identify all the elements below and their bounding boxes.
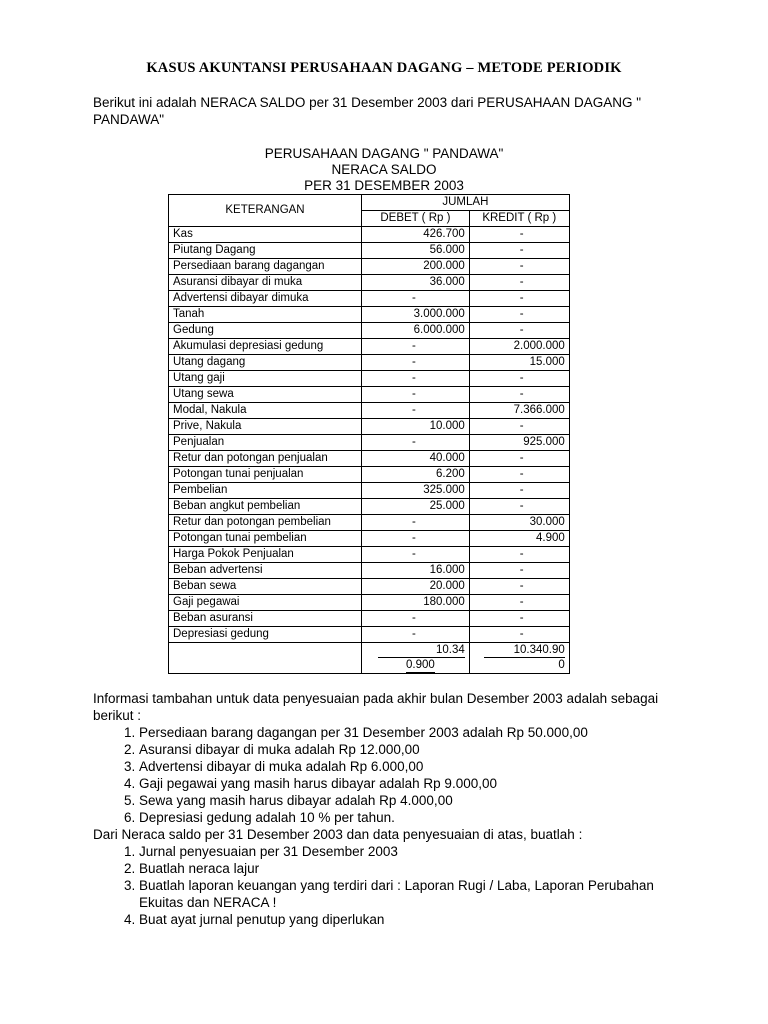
row-kredit [469,499,569,515]
kredit-value: - [519,244,524,256]
row-debet: 20.000 [362,579,470,595]
list-item: 2. Asuransi dibayar di muka adalah Rp 12.000,00 [139,741,693,758]
row-kredit [469,371,569,387]
row-debet: 16.000 [362,563,470,579]
kredit-value: - [519,228,524,240]
kredit-value: - [519,420,524,432]
row-kredit [469,547,569,563]
row-debet [362,291,470,307]
row-keterangan: Potongan tunai pembelian [169,531,362,547]
row-kredit: 2.000.000 [469,339,569,355]
kredit-value: - [519,500,524,512]
kredit-value: - [519,468,524,480]
row-kredit: 7.366.000 [469,403,569,419]
table-row [169,339,570,355]
table-row [169,435,570,451]
row-keterangan: Utang dagang [169,355,362,371]
row-debet [362,515,470,531]
kredit-value: - [519,564,524,576]
row-debet [362,387,470,403]
trial-balance-table [168,194,570,674]
total-kredit [469,643,569,674]
row-debet: 25.000 [362,499,470,515]
list-item: 2. Buatlah neraca lajur [139,860,693,877]
kredit-value: - [519,292,524,304]
row-keterangan: Beban asuransi [169,611,362,627]
row-kredit [469,307,569,323]
list-item: 4. Buat ayat jurnal penutup yang diperlukan [139,911,693,928]
kredit-value: - [519,628,524,640]
row-kredit [469,243,569,259]
list-item: 6. Depresiasi gedung adalah 10 % per tahun. [139,809,693,826]
row-kredit [469,467,569,483]
total-kredit-line2: 0 [558,659,565,671]
task-intro: Dari Neraca saldo per 31 Desember 2003 dan data penyesuaian di atas, buatlah : [93,827,583,842]
row-debet: 10.000 [362,419,470,435]
row-kredit [469,611,569,627]
row-debet: 200.000 [362,259,470,275]
table-row [169,451,570,467]
kredit-value: - [519,372,524,384]
row-kredit [469,627,569,643]
row-keterangan: Asuransi dibayar di muka [169,275,362,291]
row-debet [362,403,470,419]
header-keterangan: KETERANGAN [169,195,362,227]
row-kredit [469,387,569,403]
row-debet [362,435,470,451]
debet-value: - [412,532,416,544]
row-keterangan: Gaji pegawai [169,595,362,611]
table-row [169,531,570,547]
kredit-value: - [519,596,524,608]
row-debet [362,339,470,355]
list-item: 1. Persediaan barang dagangan per 31 Desember 2003 adalah Rp 50.000,00 [139,724,693,741]
total-debet-line1: 10.34 [378,643,465,658]
list-item: 1. Jurnal penyesuaian per 31 Desember 2003 [139,843,693,860]
debet-value: - [412,628,416,640]
row-keterangan: Pembelian [169,483,362,499]
row-keterangan: Advertensi dibayar dimuka [169,291,362,307]
row-debet: 180.000 [362,595,470,611]
row-keterangan: Prive, Nakula [169,419,362,435]
table-row [169,563,570,579]
kredit-value: - [519,324,524,336]
table-row [169,499,570,515]
row-keterangan: Depresiasi gedung [169,627,362,643]
table-row [169,323,570,339]
report-company: PERUSAHAAN DAGANG " PANDAWA" [264,146,504,161]
row-kredit [469,259,569,275]
table-row [169,483,570,499]
row-debet: 426.700 [362,227,470,243]
row-kredit [469,291,569,307]
row-kredit: 4.900 [469,531,569,547]
table-row [169,275,570,291]
debet-value: - [412,548,416,560]
row-keterangan: Piutang Dagang [169,243,362,259]
table-row [169,259,570,275]
row-kredit [469,579,569,595]
debet-value: - [412,372,416,384]
row-kredit [469,483,569,499]
table-row [169,419,570,435]
row-debet: 325.000 [362,483,470,499]
kredit-value: - [519,452,524,464]
debet-value: - [412,436,416,448]
list-item: 3. Advertensi dibayar di muka adalah Rp 6.000,00 [139,758,693,775]
table-row [169,515,570,531]
kredit-value: - [519,548,524,560]
task-section [93,826,693,928]
row-debet: 40.000 [362,451,470,467]
row-keterangan: Harga Pokok Penjualan [169,547,362,563]
row-keterangan: Penjualan [169,435,362,451]
row-debet [362,627,470,643]
table-row [169,547,570,563]
list-item: 5. Sewa yang masih harus dibayar adalah Rp 4.000,00 [139,792,693,809]
row-keterangan: Utang sewa [169,387,362,403]
kredit-value: - [519,308,524,320]
table-row [169,611,570,627]
row-keterangan: Retur dan potongan penjualan [169,451,362,467]
row-keterangan: Retur dan potongan pembelian [169,515,362,531]
row-kredit [469,563,569,579]
header-debet: DEBET ( Rp ) [362,211,470,227]
row-debet [362,371,470,387]
table-row [169,355,570,371]
total-kredit-line1: 10.340.90 [484,643,565,658]
table-row [169,227,570,243]
list-item: 4. Gaji pegawai yang masih harus dibayar adalah Rp 9.000,00 [139,775,693,792]
row-debet: 56.000 [362,243,470,259]
row-debet: 3.000.000 [362,307,470,323]
row-keterangan: Utang gaji [169,371,362,387]
debet-value: - [412,292,416,304]
task-list [93,843,693,928]
row-kredit [469,595,569,611]
header-kredit: KREDIT ( Rp ) [469,211,569,227]
row-kredit [469,419,569,435]
table-row [169,307,570,323]
row-kredit [469,451,569,467]
document-title: KASUS AKUNTANSI PERUSAHAAN DAGANG – METODE PERIODIK [146,60,622,76]
header-jumlah: JUMLAH [362,195,570,211]
table-row [169,243,570,259]
row-keterangan: Gedung [169,323,362,339]
debet-value: - [412,516,416,528]
table-row [169,387,570,403]
row-debet: 36.000 [362,275,470,291]
row-debet: 6.200 [362,467,470,483]
row-keterangan: Beban angkut pembelian [169,499,362,515]
debet-value: - [412,340,416,352]
intro-text: Berikut ini adalah NERACA SALDO per 31 Desember 2003 dari PERUSAHAAN DAGANG " PANDAWA" [93,95,642,127]
row-kredit: 925.000 [469,435,569,451]
table-row [169,579,570,595]
row-kredit [469,227,569,243]
row-keterangan: Akumulasi depresiasi gedung [169,339,362,355]
row-debet: 6.000.000 [362,323,470,339]
row-keterangan: Beban advertensi [169,563,362,579]
row-keterangan: Beban sewa [169,579,362,595]
table-body [169,227,570,643]
table-row [169,627,570,643]
row-keterangan: Persediaan barang dagangan [169,259,362,275]
row-keterangan: Modal, Nakula [169,403,362,419]
kredit-value: - [519,260,524,272]
row-kredit [469,323,569,339]
info-intro: Informasi tambahan untuk data penyesuaian pada akhir bulan Desember 2003 adalah sebagai berikut : [93,691,659,723]
table-row [169,403,570,419]
report-name: NERACA SALDO [331,162,437,177]
total-debet [362,643,470,674]
row-kredit: 30.000 [469,515,569,531]
debet-value: - [412,612,416,624]
kredit-value: - [519,580,524,592]
info-section [93,690,693,826]
row-debet [362,531,470,547]
table-row [169,595,570,611]
row-debet [362,547,470,563]
table-row [169,371,570,387]
row-kredit [469,275,569,291]
debet-value: - [412,388,416,400]
kredit-value: - [519,388,524,400]
table-row [169,291,570,307]
info-list [93,724,693,826]
row-kredit: 15.000 [469,355,569,371]
kredit-value: - [519,276,524,288]
total-debet-line2: 0.900 [406,659,435,671]
row-keterangan: Potongan tunai penjualan [169,467,362,483]
row-keterangan: Tanah [169,307,362,323]
kredit-value: - [519,612,524,624]
debet-value: - [412,356,416,368]
list-item: 3. Buatlah laporan keuangan yang terdiri dari : Laporan Rugi / Laba, Laporan Perubahan Ekuitas dan NERACA ! [139,877,693,911]
kredit-value: - [519,484,524,496]
row-debet [362,611,470,627]
report-date: PER 31 DESEMBER 2003 [304,178,464,193]
total-label [169,643,362,674]
row-keterangan: Kas [169,227,362,243]
debet-value: - [412,404,416,416]
table-row [169,467,570,483]
row-debet [362,355,470,371]
